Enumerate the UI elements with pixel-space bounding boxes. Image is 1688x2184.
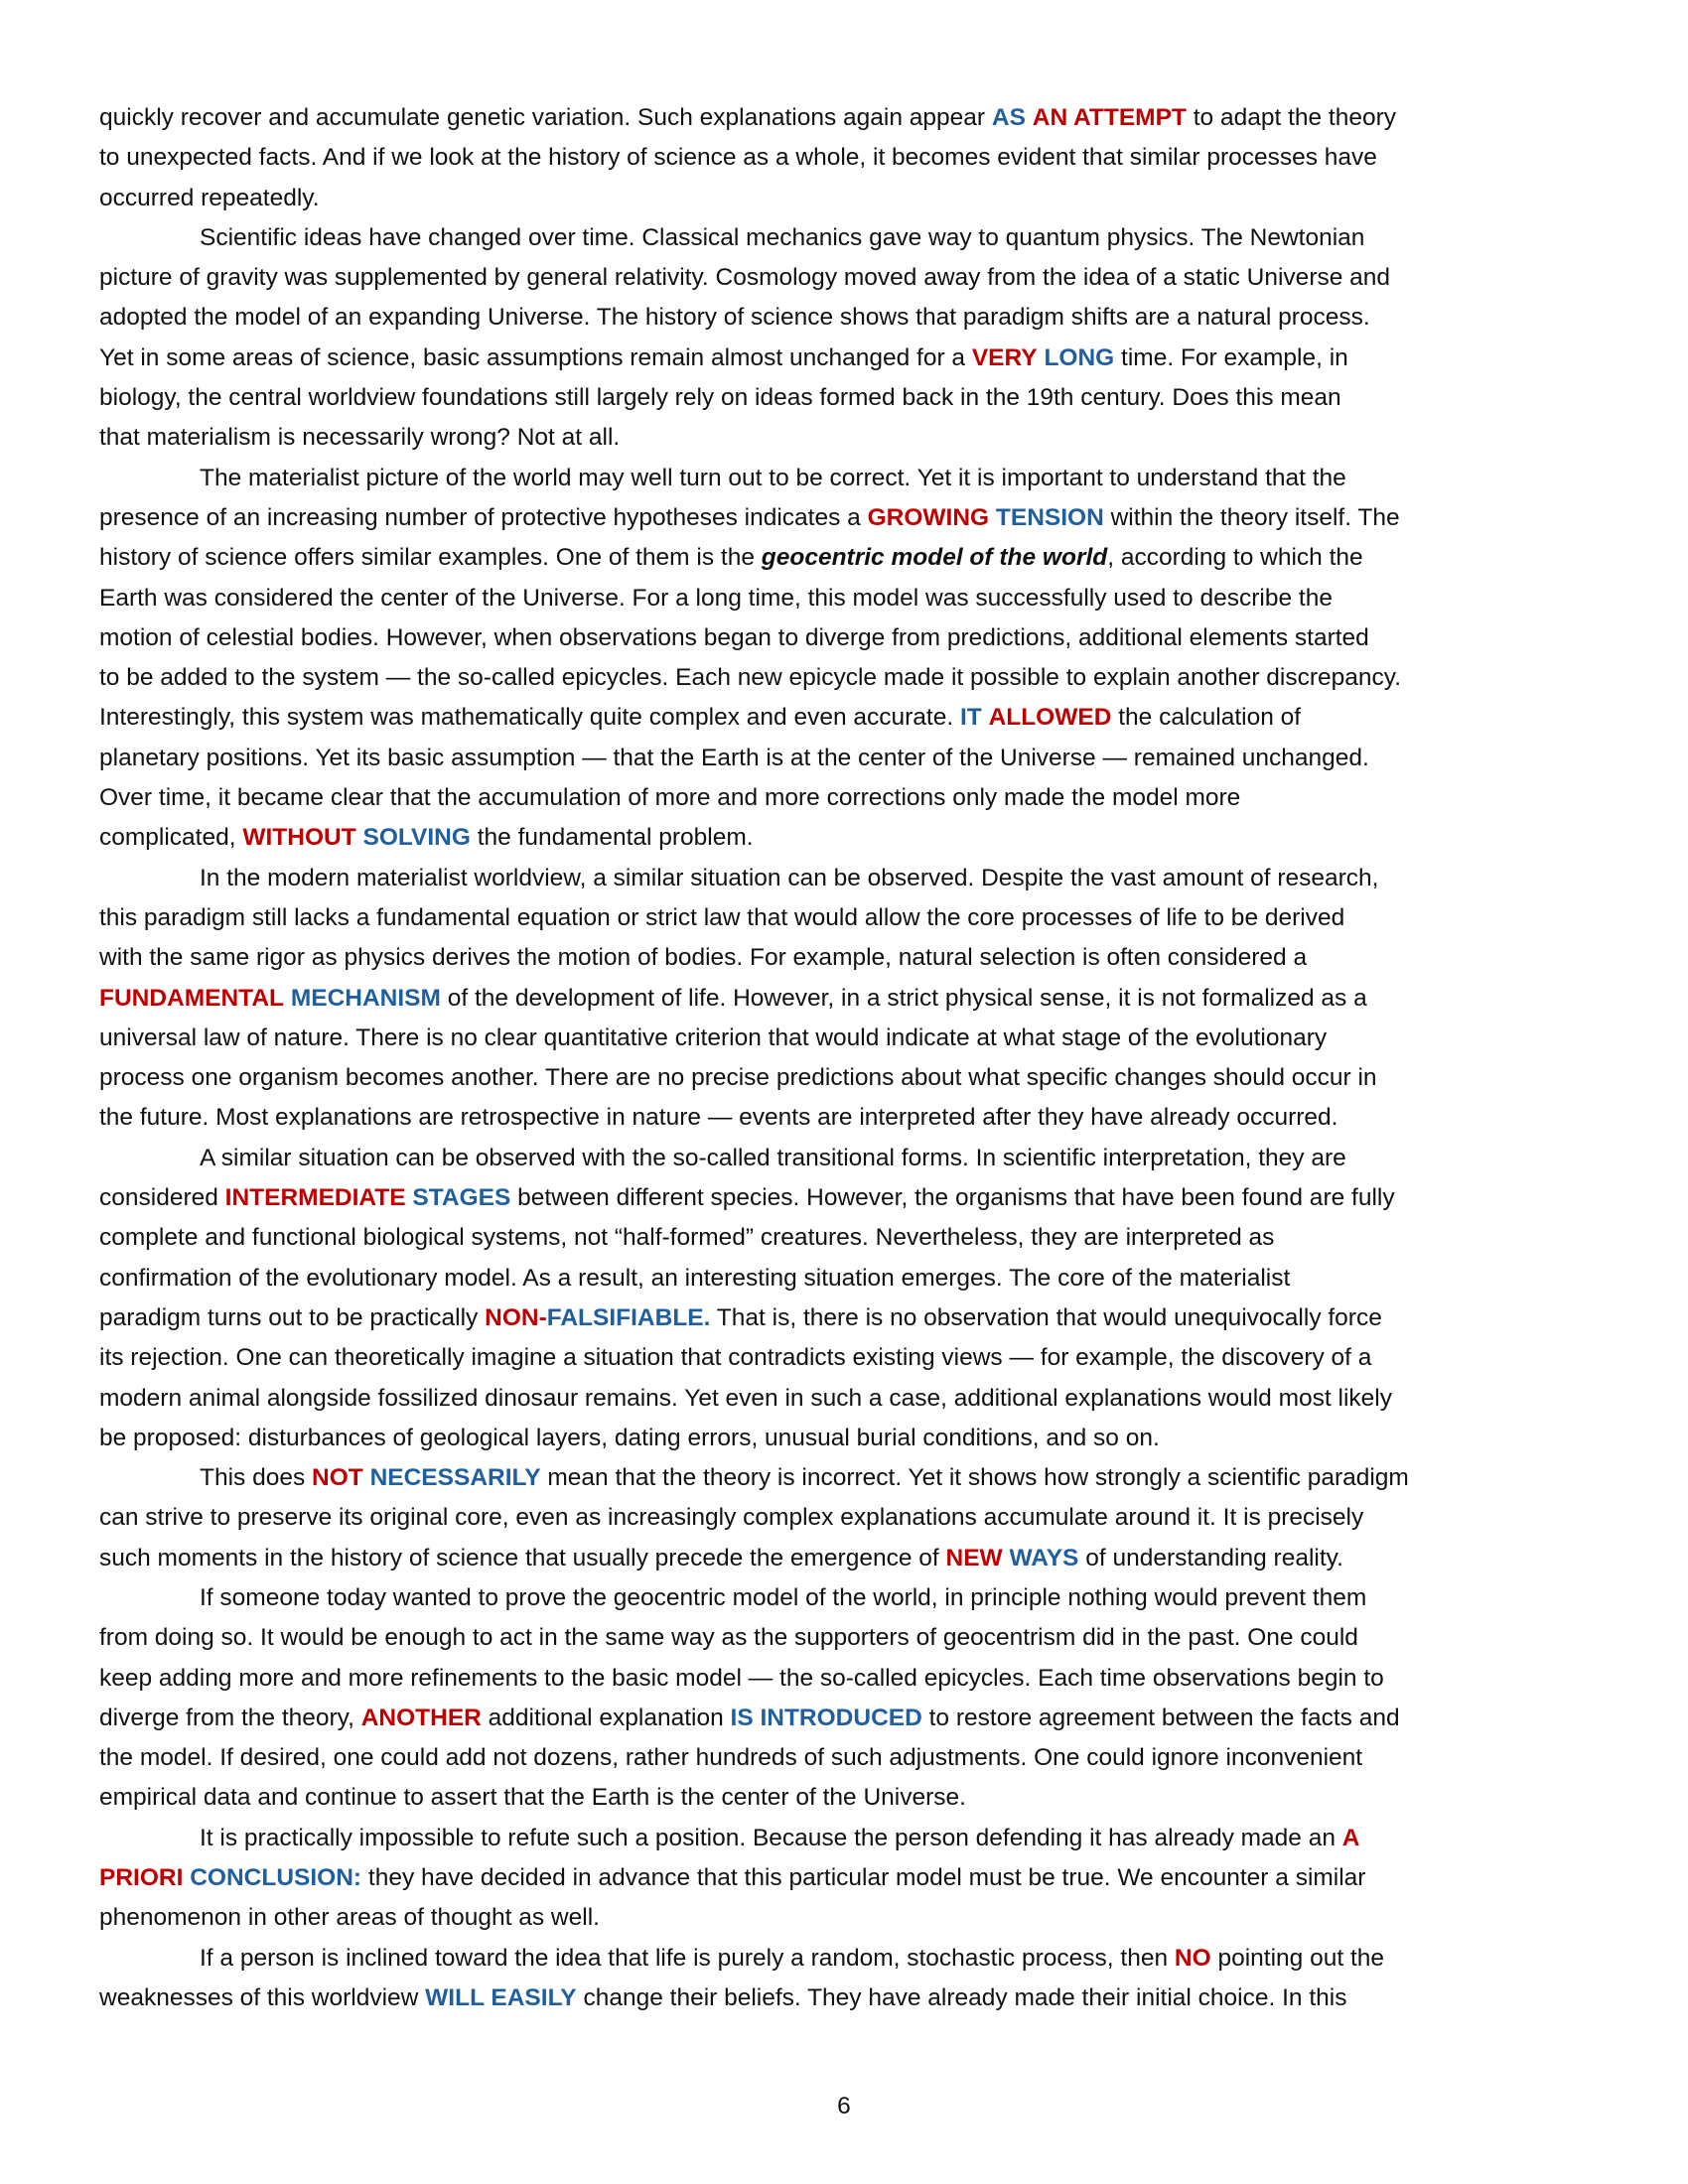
emphasis-bold-italic: geocentric model of the world <box>761 544 1108 572</box>
text-run <box>284 985 291 1012</box>
text-line <box>99 579 1589 618</box>
text-run: to adapt the theory <box>1186 104 1397 131</box>
text-line <box>99 618 1589 658</box>
text-line <box>99 1458 1589 1498</box>
text-line <box>99 258 1589 298</box>
text-run: such moments in the history of science that usually precede the emergence of <box>99 1544 946 1571</box>
text-run: from doing so. It would be enough to act in the same way as the supporters of geocentrism did in the past. One could <box>99 1624 1358 1652</box>
text-run: within the theory itself. The <box>1103 503 1400 531</box>
paragraph <box>99 1458 1589 1578</box>
emphasis-red: INTERMEDIATE <box>224 1184 406 1212</box>
emphasis-red: NO <box>1174 1944 1211 1972</box>
text-run: Yet in some areas of science, basic assumptions remain almost unchanged for a <box>99 343 972 371</box>
text-run: can strive to preserve its original core, even as increasingly complex explanations accumulate around it. It is precisely <box>99 1504 1364 1532</box>
paragraph <box>99 459 1589 859</box>
emphasis-blue: CONCLUSION: <box>190 1864 362 1892</box>
text-line <box>99 1019 1589 1058</box>
text-run: Over time, it became clear that the accumulation of more and more corrections only made the model more <box>99 784 1241 812</box>
text-line <box>99 1778 1589 1818</box>
emphasis-blue: IS INTRODUCED <box>730 1704 922 1731</box>
text-run: Earth was considered the center of the Universe. For a long time, this model was successfully used to describe the <box>99 584 1333 612</box>
text-run <box>363 1464 370 1491</box>
emphasis-red: ALLOWED <box>988 704 1112 732</box>
emphasis-blue: TENSION <box>995 503 1104 531</box>
text-line <box>99 1979 1589 2018</box>
text-run: A similar situation can be observed with the so-called transitional forms. In scientific interpretation, they are <box>200 1144 1346 1171</box>
text-run: modern animal alongside fossilized dinosaur remains. Yet even in such a case, additional explanations would most likely <box>99 1384 1392 1412</box>
text-line <box>99 938 1589 978</box>
text-line <box>99 698 1589 738</box>
text-line <box>99 1659 1589 1699</box>
paragraph <box>99 98 1589 218</box>
text-run: that materialism is necessarily wrong? Not at all. <box>99 424 621 452</box>
text-run: pointing out the <box>1210 1944 1384 1972</box>
text-run: mean that the theory is incorrect. Yet it shows how strongly a scientific paradigm <box>540 1464 1409 1492</box>
text-line <box>99 658 1589 698</box>
text-line <box>99 778 1589 818</box>
paragraph <box>99 1578 1589 1819</box>
emphasis-blue: AS <box>991 104 1026 131</box>
text-run: time. For example, in <box>1114 343 1348 371</box>
text-run: , according to which the <box>1107 544 1363 572</box>
text-run: complicated, <box>99 824 243 852</box>
text-run: diverge from the theory, <box>99 1704 361 1731</box>
text-line <box>99 1539 1589 1578</box>
text-line <box>99 1498 1589 1538</box>
text-line <box>99 818 1589 858</box>
text-run <box>1003 1545 1010 1571</box>
text-run: between different species. However, the organisms that have been found are fully <box>510 1184 1395 1212</box>
emphasis-red: VERY <box>971 343 1038 371</box>
text-run: In the modern materialist worldview, a similar situation can be observed. Despite the vast amount of research, <box>200 864 1379 891</box>
text-line <box>99 1058 1589 1098</box>
text-run: the fundamental problem. <box>470 824 754 852</box>
emphasis-blue: SOLVING <box>362 824 471 852</box>
text-run: complete and functional biological systems, not “half-formed” creatures. Nevertheless, they are interpreted as <box>99 1224 1275 1252</box>
text-run: of the development of life. However, in a strict physical sense, it is not formalized as a <box>440 984 1367 1012</box>
page-number: 6 <box>837 2093 851 2119</box>
text-run: its rejection. One can theoretically imagine a situation that contradicts existing views — for example, the discovery of a <box>99 1344 1372 1372</box>
text-line <box>99 1259 1589 1298</box>
text-line <box>99 1578 1589 1618</box>
text-run: That is, there is no observation that would unequivocally force <box>710 1303 1382 1331</box>
emphasis-blue: STAGES <box>412 1184 511 1212</box>
paragraph <box>99 1139 1589 1458</box>
emphasis-red: ANOTHER <box>360 1704 482 1731</box>
emphasis-blue: MECHANISM <box>290 984 441 1012</box>
text-line <box>99 538 1589 578</box>
text-run: quickly recover and accumulate genetic variation. Such explanations again appear <box>99 104 992 131</box>
paragraph <box>99 218 1589 459</box>
text-run: with the same rigor as physics derives the motion of bodies. For example, natural selection is often considered a <box>99 944 1308 972</box>
text-run: weaknesses of this worldview <box>99 1983 426 2011</box>
text-line <box>99 1819 1589 1858</box>
text-line <box>99 98 1589 138</box>
text-run: the calculation of <box>1111 704 1302 732</box>
text-line <box>99 1898 1589 1938</box>
text-run: adopted the model of an expanding Universe. The history of science shows that paradigm shifts are a natural process. <box>99 304 1370 332</box>
text-run <box>989 504 996 531</box>
emphasis-red: NEW <box>945 1544 1003 1571</box>
text-run: universal law of nature. There is no clear quantitative criterion that would indicate at what stage of the evolutionary <box>99 1024 1328 1051</box>
text-run: considered <box>99 1184 225 1212</box>
text-line <box>99 498 1589 538</box>
text-line <box>99 1298 1589 1338</box>
text-run: paradigm turns out to be practically <box>99 1303 486 1331</box>
text-run: If a person is inclined toward the idea that life is purely a random, stochastic process, then <box>200 1944 1175 1972</box>
text-run: additional explanation <box>481 1704 731 1731</box>
text-run: motion of celestial bodies. However, when observations began to diverge from predictions, additional elements started <box>99 623 1369 651</box>
emphasis-blue: IT <box>959 704 982 732</box>
text-line <box>99 179 1589 218</box>
text-line <box>99 1618 1589 1658</box>
emphasis-red: WITHOUT <box>242 824 356 852</box>
text-run: Interestingly, this system was mathematically quite complex and even accurate. <box>99 704 960 732</box>
text-line <box>99 1098 1589 1138</box>
text-line <box>99 979 1589 1019</box>
emphasis-blue: NECESSARILY <box>369 1464 541 1492</box>
emphasis-blue: FALSIFIABLE. <box>546 1303 711 1331</box>
text-run: to restore agreement between the facts and <box>921 1704 1400 1731</box>
emphasis-red: A <box>1341 1824 1360 1851</box>
emphasis-blue: WAYS <box>1009 1544 1079 1571</box>
text-line <box>99 298 1589 338</box>
text-line <box>99 1218 1589 1258</box>
text-run <box>1026 104 1033 131</box>
text-run: to unexpected facts. And if we look at the history of science as a whole, it becomes evident that similar processes have <box>99 144 1377 172</box>
text-run <box>982 704 989 731</box>
emphasis-red: AN ATTEMPT <box>1032 104 1187 131</box>
paragraph <box>99 859 1589 1139</box>
text-run: change their beliefs. They have already made their initial choice. In this <box>576 1983 1347 2011</box>
text-run: The materialist picture of the world may well turn out to be correct. Yet it is important to understand that the <box>200 464 1346 491</box>
text-run: history of science offers similar examples. One of them is the <box>99 544 762 572</box>
text-run: empirical data and continue to assert that the Earth is the center of the Universe. <box>99 1784 966 1812</box>
text-run: the future. Most explanations are retrospective in nature — events are interpreted after they have already occurred. <box>99 1104 1338 1132</box>
text-line <box>99 418 1589 458</box>
text-line <box>99 898 1589 938</box>
text-line <box>99 1939 1589 1979</box>
emphasis-red: NOT <box>312 1464 363 1492</box>
text-line <box>99 1419 1589 1458</box>
text-run: presence of an increasing number of protective hypotheses indicates a <box>99 503 868 531</box>
emphasis-red: PRIORI <box>99 1864 184 1892</box>
text-run: This does <box>200 1464 313 1492</box>
text-line <box>99 1338 1589 1378</box>
text-run: be proposed: disturbances of geological layers, dating errors, unusual burial conditions, and so on. <box>99 1424 1160 1451</box>
text-run: It is practically impossible to refute such a position. Because the person defending it has already made an <box>200 1824 1342 1851</box>
text-line <box>99 739 1589 778</box>
text-line <box>99 218 1589 258</box>
text-line <box>99 1699 1589 1738</box>
text-run: keep adding more and more refinements to the basic model — the so-called epicycles. Each time observations begin to <box>99 1664 1384 1692</box>
emphasis-red: NON- <box>485 1303 547 1331</box>
text-line <box>99 339 1589 378</box>
emphasis-red: FUNDAMENTAL <box>99 984 284 1012</box>
paragraph <box>99 1939 1589 2019</box>
text-line <box>99 459 1589 498</box>
text-run: Scientific ideas have changed over time. Classical mechanics gave way to quantum physics. The Newtonian <box>200 223 1365 251</box>
paragraph <box>99 1819 1589 1939</box>
text-line <box>99 138 1589 178</box>
text-run: confirmation of the evolutionary model. As a result, an interesting situation emerges. The core of the materialist <box>99 1264 1291 1292</box>
text-line <box>99 1379 1589 1419</box>
text-run: process one organism becomes another. There are no precise predictions about what specific changes should occur in <box>99 1064 1377 1092</box>
text-run: of understanding reality. <box>1078 1544 1343 1571</box>
emphasis-blue: WILL EASILY <box>425 1983 577 2011</box>
emphasis-red: GROWING <box>867 503 990 531</box>
text-run: the model. If desired, one could add not dozens, rather hundreds of such adjustments. One could ignore inconvenient <box>99 1744 1363 1772</box>
text-run: biology, the central worldview foundations still largely rely on ideas formed back in the 19th century. Does this mean <box>99 384 1341 412</box>
text-run: to be added to the system — the so-called epicycles. Each new epicycle made it possible to explain another discrepancy. <box>99 664 1402 692</box>
text-run: If someone today wanted to prove the geocentric model of the world, in principle nothing would prevent them <box>200 1583 1367 1611</box>
text-line <box>99 1858 1589 1898</box>
text-line <box>99 378 1589 418</box>
document-body <box>99 98 1589 2018</box>
text-run: this paradigm still lacks a fundamental equation or strict law that would allow the core processes of life to be derived <box>99 903 1345 931</box>
text-run: occurred repeatedly. <box>99 184 320 211</box>
text-run: planetary positions. Yet its basic assumption — that the Earth is at the center of the Universe — remained unchanged. <box>99 744 1369 771</box>
text-line <box>99 1178 1589 1218</box>
text-line <box>99 1139 1589 1178</box>
text-run: picture of gravity was supplemented by general relativity. Cosmology moved away from the idea of a static Universe and <box>99 264 1391 292</box>
text-run: phenomenon in other areas of thought as well. <box>99 1904 600 1932</box>
text-run: they have decided in advance that this particular model must be true. We encounter a similar <box>361 1864 1366 1892</box>
text-line <box>99 859 1589 898</box>
text-line <box>99 1738 1589 1778</box>
emphasis-blue: LONG <box>1044 343 1115 371</box>
